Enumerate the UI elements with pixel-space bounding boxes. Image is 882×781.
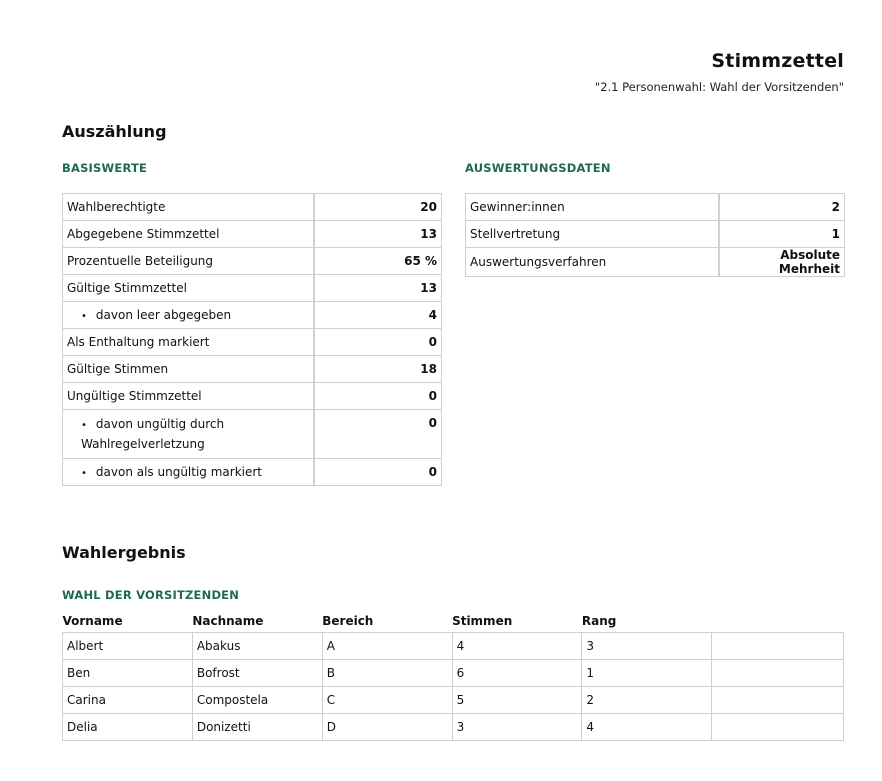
table-row xyxy=(63,329,442,356)
row-value: 13 xyxy=(314,221,442,248)
cell-rank: 3 xyxy=(582,633,712,660)
row-label: Gültige Stimmzettel xyxy=(63,275,314,302)
row-label: Gültige Stimmen xyxy=(63,356,314,383)
cell-first-name: Ben xyxy=(63,660,193,687)
table-row xyxy=(63,383,442,410)
row-value: 65 % xyxy=(314,248,442,275)
row-value: 0 xyxy=(314,410,442,459)
row-label: Als Enthaltung markiert xyxy=(63,329,314,356)
cell-first-name: Albert xyxy=(63,633,193,660)
table-row xyxy=(63,302,442,329)
cell-last-name: Bofrost xyxy=(192,660,322,687)
column-header-empty xyxy=(712,610,844,633)
column-header-rank: Rang xyxy=(581,614,617,628)
row-value: 1 xyxy=(719,221,845,248)
row-label: Ungültige Stimmzettel xyxy=(63,383,314,410)
table-row xyxy=(466,194,845,221)
evaluation-data-heading: AUSWERTUNGSDATEN xyxy=(465,161,611,175)
row-label: Wahlberechtigte xyxy=(63,194,314,221)
base-values-heading: BASISWERTE xyxy=(62,161,148,175)
cell-area: A xyxy=(322,633,452,660)
count-heading: Auszählung xyxy=(62,122,167,141)
row-value: 2 xyxy=(719,194,845,221)
table-row xyxy=(63,459,442,486)
results-table xyxy=(62,610,844,741)
cell-rank: 4 xyxy=(582,714,712,741)
cell-last-name: Compostela xyxy=(192,687,322,714)
cell-rank: 2 xyxy=(582,687,712,714)
document-subtitle: "2.1 Personenwahl: Wahl der Vorsitzenden" xyxy=(594,80,844,94)
cell-votes: 6 xyxy=(452,660,582,687)
document-header xyxy=(595,50,844,94)
cell-votes: 5 xyxy=(452,687,582,714)
base-values-table xyxy=(62,193,442,486)
table-row xyxy=(63,248,442,275)
cell-last-name: Abakus xyxy=(192,633,322,660)
table-row xyxy=(63,356,442,383)
column-header-last-name: Nachname xyxy=(192,614,264,628)
row-value: 0 xyxy=(314,383,442,410)
row-label: • davon als ungültig markiert xyxy=(63,459,314,486)
row-value: 20 xyxy=(314,194,442,221)
row-value: Absolute Mehrheit xyxy=(719,248,845,277)
row-label: Gewinner:innen xyxy=(466,194,719,221)
evaluation-data-table xyxy=(465,193,845,277)
table-row xyxy=(466,221,845,248)
row-value: 0 xyxy=(314,459,442,486)
table-row xyxy=(63,633,844,660)
table-row xyxy=(63,660,844,687)
table-row xyxy=(63,194,442,221)
cell-area: B xyxy=(322,660,452,687)
cell-first-name: Carina xyxy=(63,687,193,714)
cell-last-name: Donizetti xyxy=(192,714,322,741)
row-value: 18 xyxy=(314,356,442,383)
row-value: 0 xyxy=(314,329,442,356)
table-row xyxy=(63,410,442,459)
row-value: 13 xyxy=(314,275,442,302)
table-row xyxy=(63,221,442,248)
row-value: 4 xyxy=(314,302,442,329)
cell-rank: 1 xyxy=(582,660,712,687)
row-label: Abgegebene Stimmzettel xyxy=(63,221,314,248)
cell-votes: 4 xyxy=(452,633,582,660)
cell-empty xyxy=(712,660,844,687)
cell-votes: 3 xyxy=(452,714,582,741)
table-row xyxy=(63,275,442,302)
results-header-row xyxy=(63,610,844,633)
results-heading: Wahlergebnis xyxy=(62,543,186,562)
table-row xyxy=(466,248,845,277)
document-title: Stimmzettel xyxy=(711,50,844,72)
cell-area: D xyxy=(322,714,452,741)
table-row xyxy=(63,714,844,741)
row-label: • davon leer abgegeben xyxy=(63,302,314,329)
row-label: Auswertungsverfahren xyxy=(466,248,719,277)
row-label: • davon ungültig durch Wahlregelverletzung xyxy=(63,410,314,459)
column-header-first-name: Vorname xyxy=(62,614,123,628)
table-row xyxy=(63,687,844,714)
cell-empty xyxy=(712,687,844,714)
row-label: Prozentuelle Beteiligung xyxy=(63,248,314,275)
cell-empty xyxy=(712,714,844,741)
chair-election-heading: WAHL DER VORSITZENDEN xyxy=(62,588,240,602)
cell-empty xyxy=(712,633,844,660)
cell-area: C xyxy=(322,687,452,714)
column-header-area: Bereich xyxy=(322,614,374,628)
cell-first-name: Delia xyxy=(63,714,193,741)
row-label: Stellvertretung xyxy=(466,221,719,248)
column-header-votes: Stimmen xyxy=(452,614,513,628)
